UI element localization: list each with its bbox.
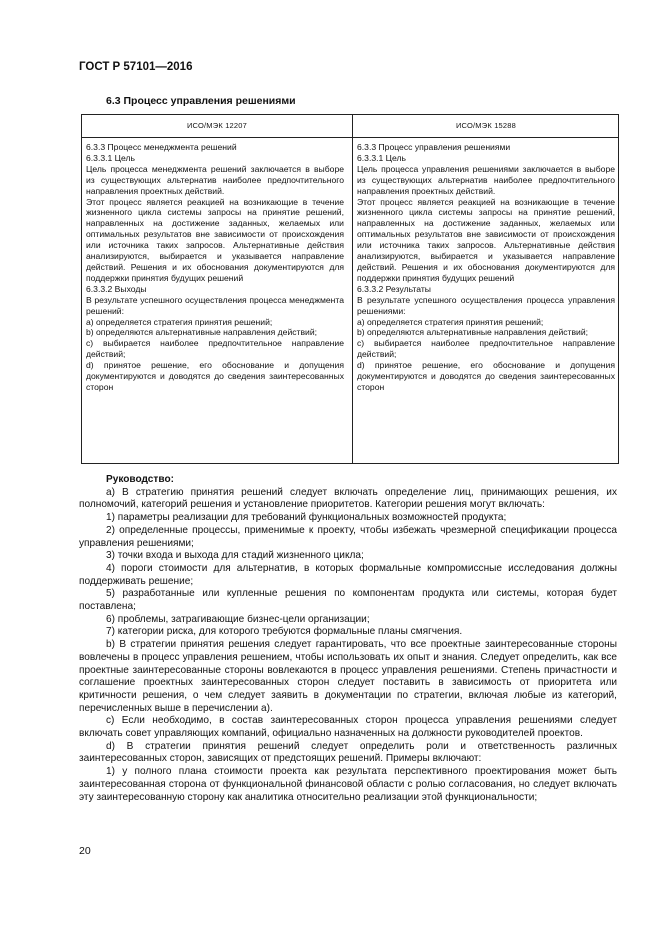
guidance-paragraph: b) В стратегии принятия решения следует гарантировать, что все проектные заинтересованные стороны вовлечены в процесс управления решением, чтобы использовать их опыт и знания. Следует определить, как все проектные заинтересованные стороны вовлекаются в процесс управления решениями. Степень причастности и соглашение проектных заинтересованных сторон следует поставить в зависимость от приоритета или критичности решения, о чем следует заявить в документации по стратегии, включая любые из категорий, перечисленных выше в перечислении а). (79, 639, 617, 714)
guidance-heading: Руководство: (106, 474, 174, 485)
table-header-row (82, 115, 618, 138)
column-divider (352, 115, 353, 463)
comparison-table (81, 114, 619, 464)
column-header-iso-12207: ИСО/МЭК 12207 (186, 121, 248, 130)
guidance-paragraph: 4) пороги стоимости для альтернатив, в которых формальные компромиссные исследования должны поддерживать решение; (79, 562, 617, 587)
guidance-paragraph: а) В стратегию принятия решений следует включать определение лиц, принимающих решения, их полномочий, категорий решения и установление приоритетов. Категории решения могут включать: (79, 486, 617, 511)
right-column-cell (357, 142, 615, 393)
guidance-paragraph: 7) категории риска, для которого требуются формальные планы смягчения. (106, 626, 463, 638)
left-column-cell (86, 142, 344, 393)
guidance-paragraph: d) В стратегии принятия решений следует определить роли и ответственность различных заинтересованных сторон, зависящих от предстоящих решений. Примеры включают: (79, 740, 617, 765)
guidance-paragraph: c) Если необходимо, в состав заинтересованных сторон процесса управления решениями следует включать совет управляющих компаний, официально назначенных на должности руководителей проектов. (79, 715, 617, 740)
section-title: 6.3 Процесс управления решениями (106, 95, 296, 107)
guidance-paragraph: 5) разработанные или купленные решения по компонентам продукта или системы, которая будет поставлена; (79, 588, 617, 613)
guidance-paragraph: 2) определенные процессы, применимые к проекту, чтобы избежать чрезмерной спецификации процесса управления решениями; (79, 524, 617, 549)
document-header: ГОСТ Р 57101—2016 (79, 61, 193, 73)
left-column-text: 6.3.3 Процесс менеджмента решений 6.3.3.1 Цель Цель процесса менеджмента решений заключается в выборе из существующих альтернатив наиболее предпочтительного направления проектных действий. Этот процесс является реакцией на возникающие в течение жизненного цикла системы запросы на принятие решений, направленных на достижение заданных, желаемых или оптимальных результатов вне зависимости от происхождения или источника таких запросов. Альтернативные действия анализируются, выбирается и указывается направление действий. Решения и их обоснования документируются для поддержки принятия будущих решений 6.3.3.2 Выходы В результате успешного осуществления процесса менеджмента решений: a) определяется стратегия принятия решений; b) определяются альтернативные направления действий; c) выбирается наиболее предпочтительное направление действий; d) принятое решение, его обоснование и допущения документируются и доводятся до сведения заинтересованных сторон (86, 142, 344, 392)
page-number: 20 (79, 845, 91, 857)
column-header-iso-15288: ИСО/МЭК 15288 (455, 121, 517, 130)
guidance-section (79, 474, 617, 804)
guidance-paragraph: 6) проблемы, затрагивающие бизнес-цели организации; (106, 613, 370, 625)
guidance-paragraph: 3) точки входа и выхода для стадий жизненного цикла; (106, 550, 364, 562)
right-column-text: 6.3.3 Процесс управления решениями 6.3.3.1 Цель Цель процесса управления решениями заключается в выборе из существующих альтернатив наиболее предпочтительного направления проектных действий. Этот процесс является реакцией на возникающие в течение жизненного цикла системы запросы на принятие решений, направленных на достижение заданных, желаемых или оптимальных результатов вне зависимости от происхождения или источника таких запросов. Альтернативные действия анализируются, выбирается и указывается направление действий. Решения и их обоснования документируются для поддержки принятия будущих решений 6.3.3.2 Результаты В результате успешного осуществления процесса управления решениями: a) определяется стратегия принятия решений; b) определяются альтернативные направления действий; c) выбирается наиболее предпочтительное направление действий; d) принятое решение, его обоснование и допущения документируются и доводятся до сведения заинтересованных сторон (357, 142, 615, 392)
guidance-paragraph: 1) параметры реализации для требований функциональных возможностей продукта; (106, 512, 507, 524)
guidance-paragraph: 1) у полного плана стоимости проекта как результата перспективного проектирования может быть заинтересованная сторона от функциональной финансовой области с ролью согласования, но следует включать эту заинтересованную сторону как аналитика относительно реализации этой функциональности; (79, 766, 617, 803)
